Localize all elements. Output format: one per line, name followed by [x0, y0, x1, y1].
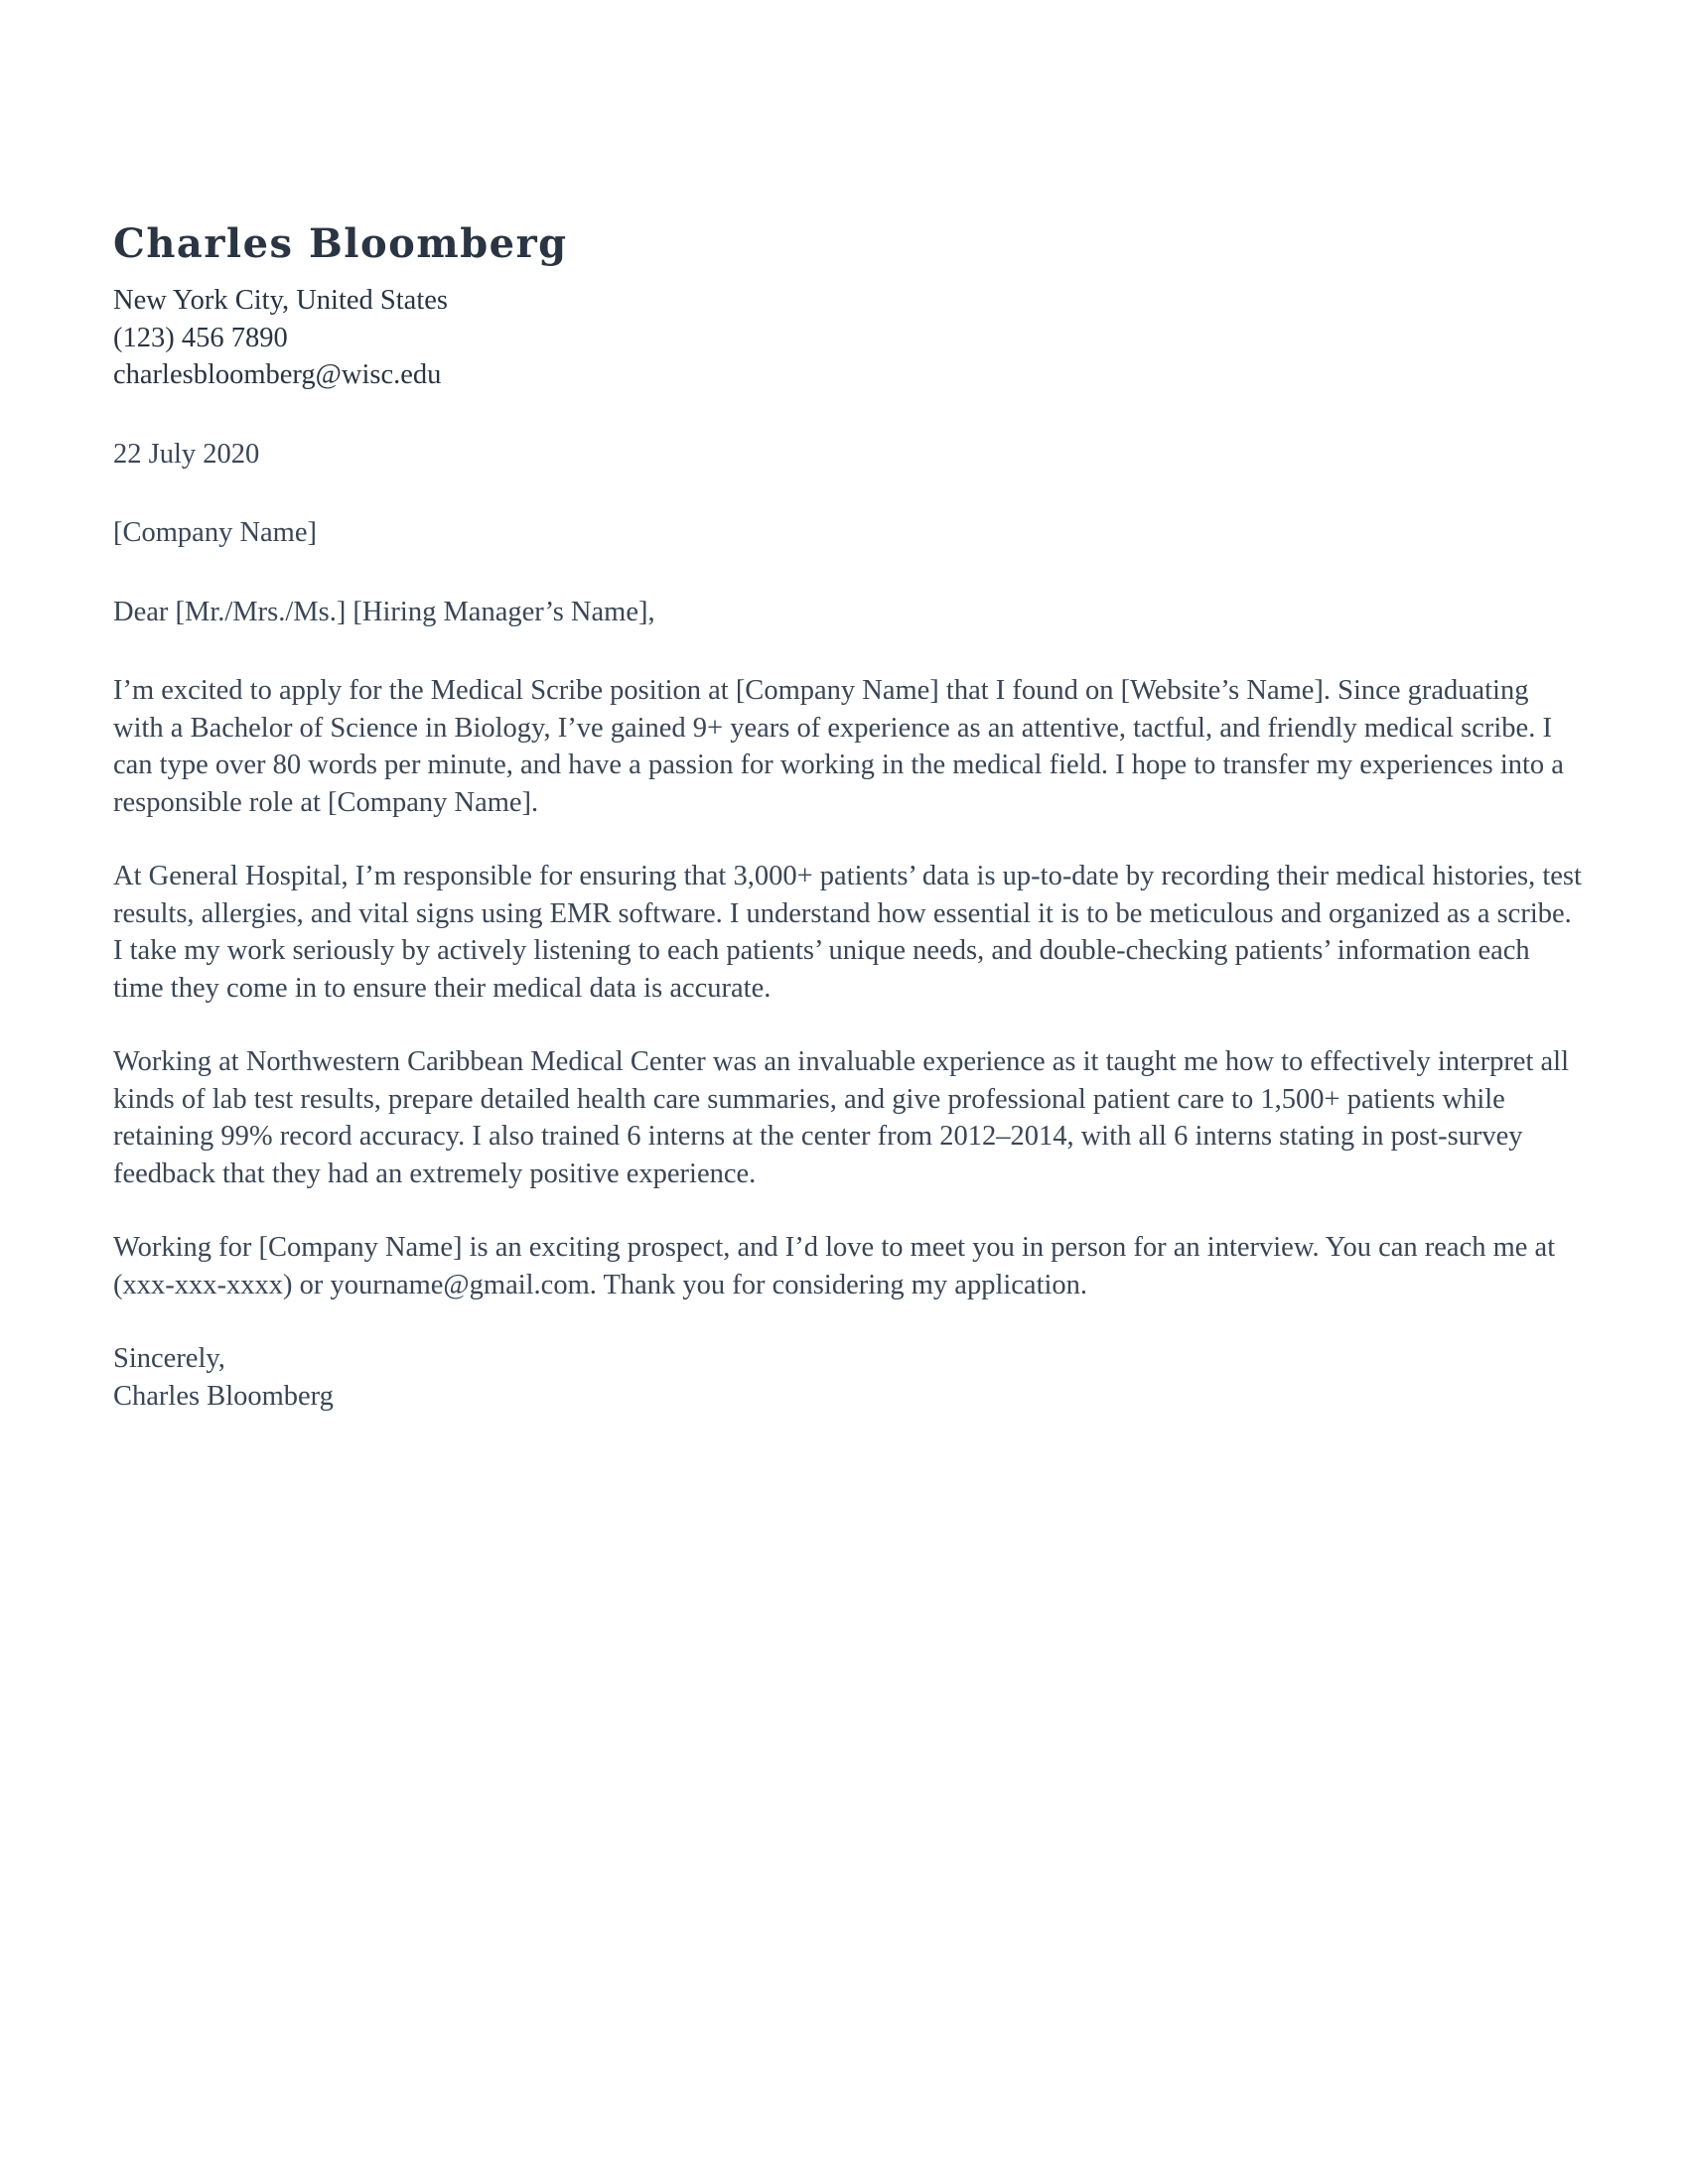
- letter-date: 22 July 2020: [113, 438, 260, 470]
- sender-name: Charles Bloomberg: [113, 220, 568, 267]
- valediction: Sincerely,: [113, 1343, 225, 1374]
- signature-name: Charles Bloomberg: [113, 1380, 334, 1412]
- sender-location: New York City, United States: [113, 285, 448, 316]
- cover-letter-page: [113, 216, 1583, 1415]
- letter-header: [113, 216, 1583, 394]
- letter-body: [113, 672, 1583, 1303]
- sender-phone: (123) 456 7890: [113, 322, 288, 353]
- recipient-company: [Company Name]: [113, 517, 317, 548]
- sender-email: charlesbloomberg@wisc.edu: [113, 359, 442, 390]
- body-paragraph-4: Working for [Company Name] is an exciting prospect, and I’d love to meet you in person for an interview. You can reach me at (xxx-xxx-xxxx) or yourname@gmail.com. Thank you for considering my application.: [113, 1232, 1556, 1300]
- letter-greeting: Dear [Mr./Mrs./Ms.] [Hiring Manager’s Name],: [113, 596, 655, 627]
- body-paragraph-2: At General Hospital, I’m responsible for ensuring that 3,000+ patients’ data is up-to-date by recording their medical histories, test results, allergies, and vital signs using EMR software. I understand how essential it is to be meticulous and organized as a scribe. I take my work seriously by actively listening to each patients’ unique needs, and double-checking patients’ information each time they come in to ensure their medical data is accurate.: [113, 861, 1582, 1004]
- body-paragraph-3: Working at Northwestern Caribbean Medical Center was an invaluable experience as it taught me how to effectively interpret all kinds of lab test results, prepare detailed health care summaries, and give professional patient care to 1,500+ patients while retaining 99% record accuracy. I also trained 6 interns at the center from 2012–2014, with all 6 interns stating in post-survey feedback that they had an extremely positive experience.: [113, 1046, 1569, 1189]
- letter-closing: [113, 1340, 1583, 1415]
- body-paragraph-1: I’m excited to apply for the Medical Scribe position at [Company Name] that I found on [Website’s Name]. Since graduating with a Bachelor of Science in Biology, I’ve gained 9+ years of experience as an attentive, tactful, and friendly medical scribe. I can type over 80 words per minute, and have a passion for working in the medical field. I hope to transfer my experiences into a responsible role at [Company Name].: [113, 675, 1564, 818]
